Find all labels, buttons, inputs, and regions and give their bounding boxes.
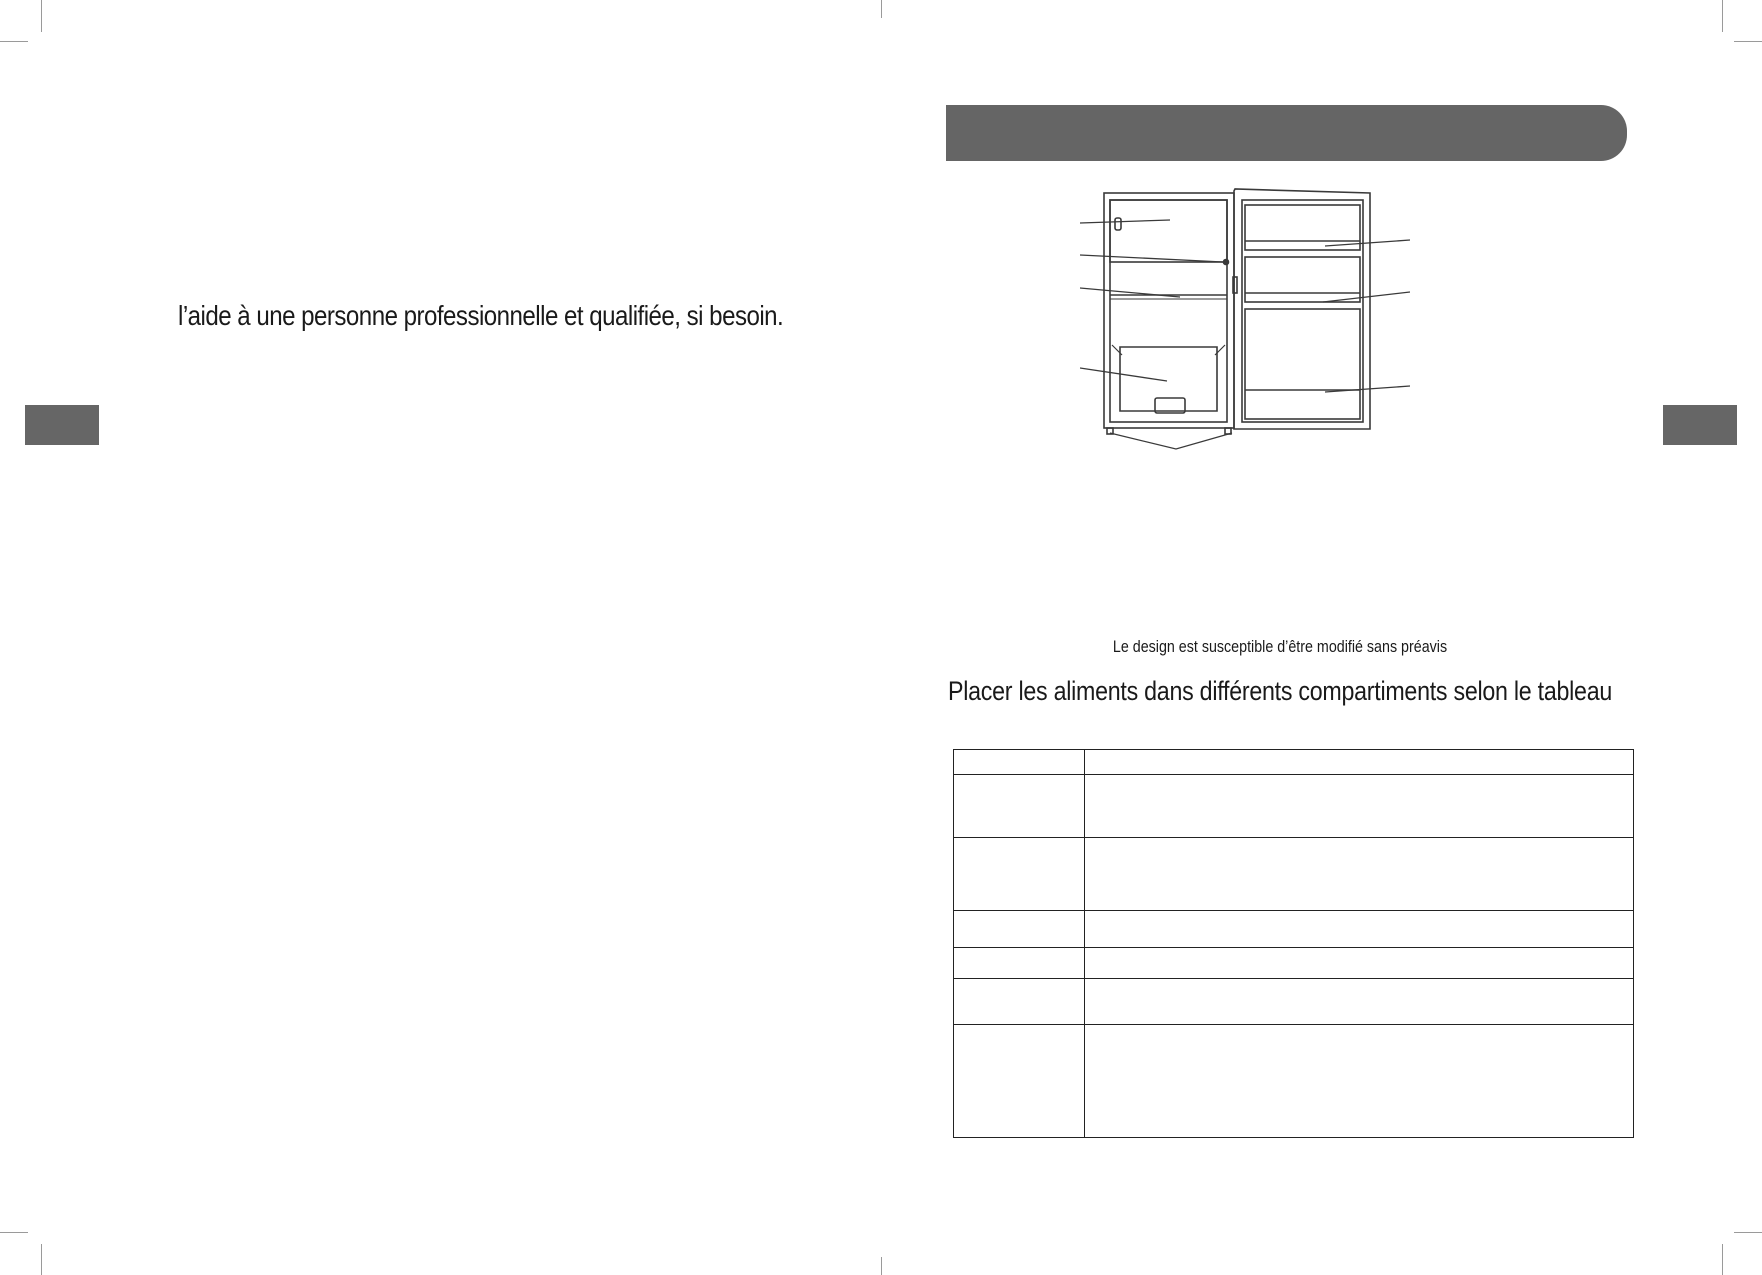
table-row: [954, 911, 1634, 948]
table-row: [954, 979, 1634, 1025]
section-subheading: Placer les aliments dans différents compartiments selon le tableau: [948, 676, 1613, 706]
table-cell: [1085, 838, 1634, 911]
table-cell: [954, 775, 1085, 838]
interior-light: [1224, 260, 1229, 265]
door-hinge: [1233, 277, 1237, 293]
refrigerator-diagram: [1080, 185, 1410, 455]
table-cell: [1085, 1025, 1634, 1138]
leader-line: [1080, 368, 1167, 381]
table-cell: [954, 948, 1085, 979]
table-cell: [954, 911, 1085, 948]
freezer-compartment: [1110, 200, 1227, 262]
table-cell: [954, 1025, 1085, 1138]
thermostat-knob: [1115, 218, 1121, 230]
door-balcony-top: [1245, 205, 1360, 250]
table-header-row: [954, 750, 1634, 775]
table-cell: [1085, 979, 1634, 1025]
crop-mark: [881, 1257, 882, 1275]
door-inner: [1242, 200, 1363, 422]
table-cell: [1085, 948, 1634, 979]
crop-mark: [1722, 0, 1723, 32]
leader-line: [1080, 255, 1223, 262]
table-cell: [954, 979, 1085, 1025]
door-balcony-bottom: [1245, 309, 1360, 419]
table-row: [954, 838, 1634, 911]
crop-mark: [41, 0, 42, 32]
diagram-caption: Le design est susceptible d’être modifié sans préavis: [1112, 637, 1448, 656]
leader-line: [1080, 220, 1170, 223]
crisper-drawer: [1120, 347, 1217, 411]
leader-line: [1325, 386, 1410, 392]
door-balcony-middle: [1245, 257, 1360, 302]
page-side-tab-right: [1663, 405, 1737, 445]
crop-mark: [0, 1232, 28, 1233]
table-header-cell: [1085, 750, 1634, 775]
cabinet-inner-wall: [1110, 200, 1227, 422]
crop-mark: [0, 41, 28, 42]
leader-line-feet: [1110, 433, 1232, 449]
crop-mark: [1734, 41, 1762, 42]
crop-mark: [881, 0, 882, 18]
crop-mark: [41, 1244, 42, 1275]
table-row: [954, 948, 1634, 979]
page-side-tab-left: [25, 405, 99, 445]
table-row: [954, 1025, 1634, 1138]
crop-mark: [1722, 1244, 1723, 1275]
table-cell: [1085, 911, 1634, 948]
section-header-bar: [946, 105, 1627, 161]
continued-text: l’aide à une personne professionnelle et qualifiée, si besoin.: [178, 300, 784, 331]
table-cell: [1085, 775, 1634, 838]
table-header-cell: [954, 750, 1085, 775]
cabinet-outline: [1104, 193, 1234, 428]
crop-mark: [1734, 1232, 1762, 1233]
table-row: [954, 775, 1634, 838]
table-cell: [954, 838, 1085, 911]
food-placement-table: [953, 749, 1634, 1138]
